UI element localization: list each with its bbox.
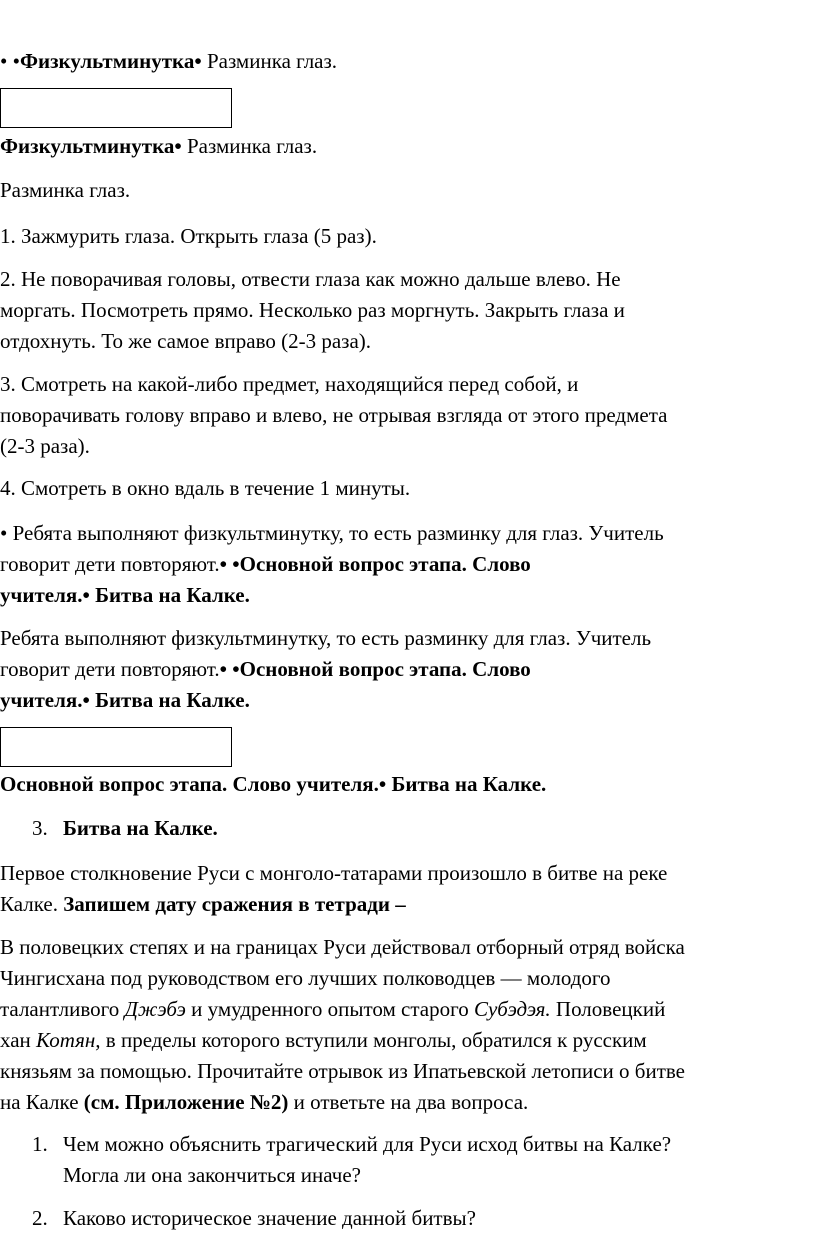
para2-line-2 — [0, 653, 531, 685]
para-text: в пределы которого вступили монголы, обратился к русским — [100, 1028, 647, 1052]
section-heading — [0, 768, 546, 800]
warmup-heading: Разминка глаз. — [0, 178, 131, 202]
para4-line-2: Чингисхана под руководством его лучших полководцев — молодого — [0, 966, 611, 990]
para-text: хан — [0, 1028, 37, 1052]
exercise-item-4: 4. Смотреть в окно вдаль в течение 1 минуты. — [0, 476, 411, 500]
italic-name: Джэбэ — [124, 997, 186, 1021]
italic-name: Субэдэя. — [473, 997, 551, 1021]
intro-text: Разминка глаз. — [181, 134, 318, 158]
para3-line-1: Первое столкновение Руси с монголо-татарами произошло в битве на реке — [0, 861, 668, 885]
para-text: талантливого — [0, 997, 125, 1021]
exercise-item-2-line-3: отдохнуть. То же самое вправо (2-3 раза). — [0, 329, 372, 353]
bullet: • • — [0, 49, 20, 73]
para4-line-4 — [0, 1024, 647, 1056]
para4-line-5: князьям за помощью. Прочитайте отрывок из Ипатьевской летописи о битве — [0, 1059, 685, 1083]
intro-text: Разминка глаз. — [201, 49, 338, 73]
bold-text: • •Основной вопрос этапа. Слово — [219, 552, 531, 576]
para4-line-3 — [0, 993, 665, 1025]
question-1-number: 1. — [32, 1132, 48, 1156]
section-3-heading — [32, 812, 218, 844]
empty-image-box — [0, 88, 232, 128]
exercise-item-1: 1. Зажмурить глаза. Открыть глаза (5 раз). — [0, 224, 377, 248]
bold-title: Физкультминутка• — [0, 134, 182, 158]
section-number: 3. — [32, 816, 48, 840]
para-text: говорит дети повторяют. — [0, 552, 220, 576]
para-text: на Калке — [0, 1090, 84, 1114]
exercise-item-3-line-2: поворачивать голову вправо и влево, не отрывая взгляда от этого предмета — [0, 403, 668, 427]
question-2-line-1: Каково историческое значение данной битвы? — [63, 1206, 476, 1230]
para4-line-6 — [0, 1086, 528, 1118]
para2-line-3 — [0, 684, 250, 716]
bold-text: учителя.• Битва на Калке. — [0, 583, 250, 607]
empty-image-box-2 — [0, 727, 232, 767]
exercise-item-3-line-1: 3. Смотреть на какой-либо предмет, находящийся перед собой, и — [0, 372, 579, 396]
bold-text: Основной вопрос этапа. Слово учителя.• Битва на Калке. — [0, 772, 547, 796]
exercise-item-2-line-1: 2. Не поворачивая головы, отвести глаза как можно дальше влево. Не — [0, 267, 621, 291]
para1-line-1: • Ребята выполняют физкультминутку, то есть разминку для глаз. Учитель — [0, 521, 664, 545]
bold-text: Запишем дату сражения в тетради – — [63, 892, 406, 916]
para-text: говорит дети повторяют. — [0, 657, 220, 681]
para2-line-1: Ребята выполняют физкультминутку, то есть разминку для глаз. Учитель — [0, 626, 652, 650]
para-text: Калке. — [0, 892, 64, 916]
question-1-line-2: Могла ли она закончиться иначе? — [63, 1163, 361, 1187]
bold-title: Физкультминутка• — [19, 49, 202, 73]
para-text: Половецкий — [550, 997, 666, 1021]
question-2-number: 2. — [32, 1206, 48, 1230]
italic-name: Котян, — [36, 1028, 101, 1052]
intro-line — [0, 45, 337, 77]
exercise-item-2-line-2: моргать. Посмотреть прямо. Несколько раз моргнуть. Закрыть глаза и — [0, 298, 625, 322]
bold-text: учителя.• Битва на Калке. — [0, 688, 250, 712]
bold-text: (см. Приложение №2) — [83, 1090, 289, 1114]
para-text: и ответьте на два вопроса. — [288, 1090, 529, 1114]
intro-line-2 — [0, 130, 317, 162]
para3-line-2 — [0, 888, 406, 920]
bold-text: • •Основной вопрос этапа. Слово — [219, 657, 531, 681]
para-text: и умудренного опытом старого — [185, 997, 474, 1021]
question-1-line-1: Чем можно объяснить трагический для Руси исход битвы на Калке? — [63, 1132, 672, 1156]
para1-line-3 — [0, 579, 250, 611]
section-title: Битва на Калке. — [63, 816, 218, 840]
para4-line-1: В половецких степях и на границах Руси действовал отборный отряд войска — [0, 935, 685, 959]
exercise-item-3-line-3: (2-3 раза). — [0, 434, 90, 458]
para1-line-2 — [0, 548, 531, 580]
